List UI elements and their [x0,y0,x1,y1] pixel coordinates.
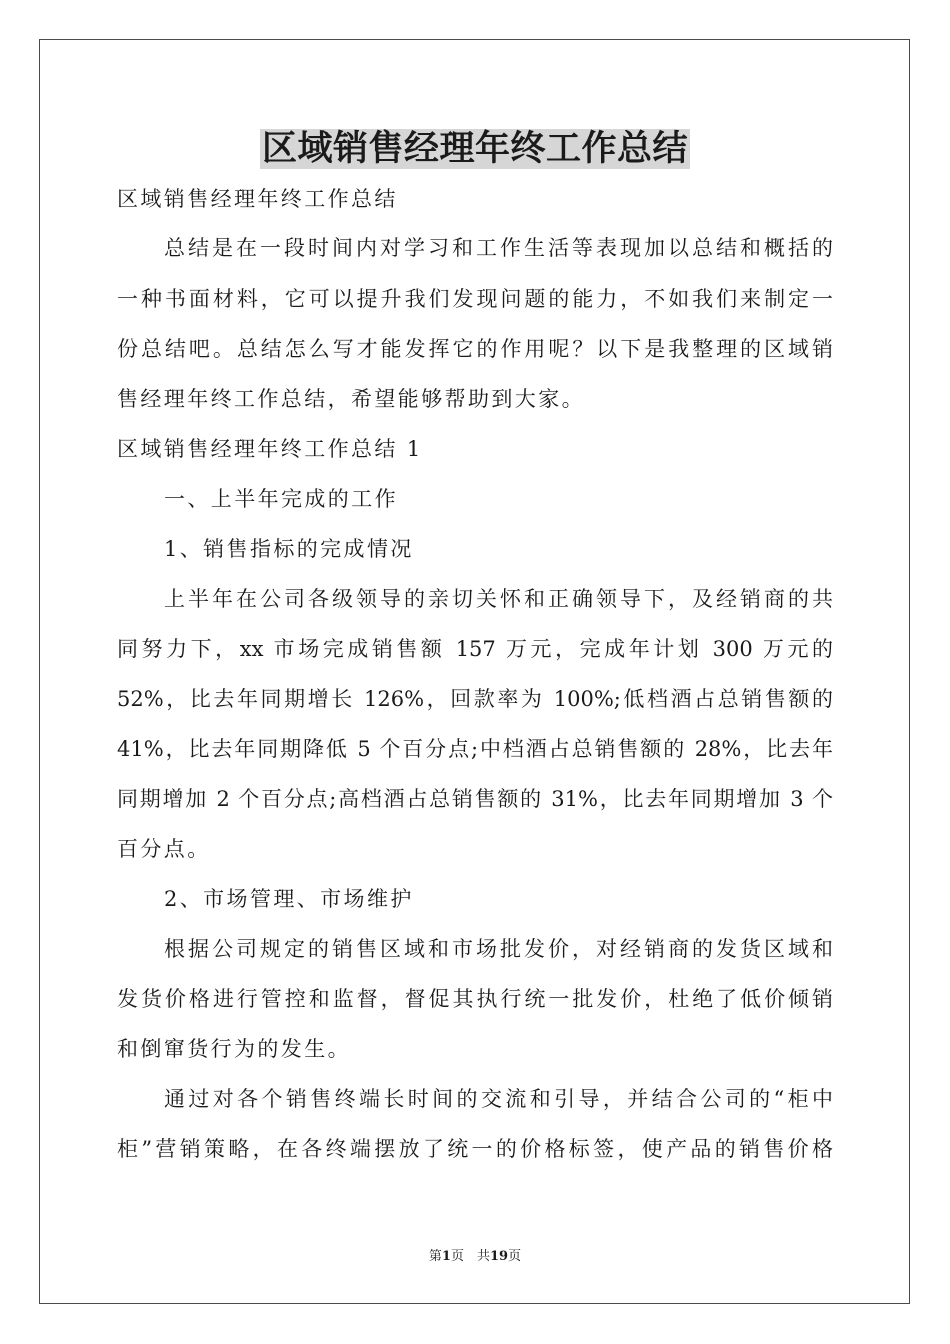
section-heading: 一、上半年完成的工作 [164,487,398,511]
paragraph-line: 百分点。 [117,837,211,861]
paragraph-line: 发货价格进行管控和监督，督促其执行统一批发价，杜绝了低价倾销 [117,987,833,1011]
footer-text: 第 [428,1249,442,1264]
paragraph-line: 同期增加 2 个百分点;高档酒占总销售额的 31%，比去年同期增加 3 个 [117,787,833,811]
paragraph-line: 上半年在公司各级领导的亲切关怀和正确领导下，及经销商的共 [164,587,833,611]
page-border [39,39,910,1304]
paragraph-line: 份总结吧。总结怎么写才能发挥它的作用呢？以下是我整理的区域销 [117,337,833,361]
document-title: 区域销售经理年终工作总结 [261,129,688,169]
paragraph-line: 通过对各个销售终端长时间的交流和引导，并结合公司的“柜中 [164,1087,833,1111]
subsection-heading: 1、销售指标的完成情况 [164,537,414,561]
section-heading: 区域销售经理年终工作总结 1 [117,437,423,461]
footer-text: 页 共 [450,1249,490,1264]
paragraph-line: 售经理年终工作总结，希望能够帮助到大家。 [117,387,585,411]
total-page-count: 19 [489,1249,509,1264]
subtitle-line: 区域销售经理年终工作总结 [117,187,398,211]
paragraph-line: 一种书面材料，它可以提升我们发现问题的能力，不如我们来制定一 [117,287,833,311]
paragraph-line: 同努力下，xx 市场完成销售额 157 万元，完成年计划 300 万元的 [117,637,833,661]
paragraph-line: 52%，比去年同期增长 126%，回款率为 100%;低档酒占总销售额的 [117,687,833,711]
subsection-heading: 2、市场管理、市场维护 [164,887,414,911]
paragraph-line: 和倒窜货行为的发生。 [117,1037,351,1061]
paragraph-line: 柜”营销策略，在各终端摆放了统一的价格标签，使产品的销售价格 [117,1137,833,1161]
paragraph-line: 根据公司规定的销售区域和市场批发价，对经销商的发货区域和 [164,937,833,961]
current-page-number: 1 [441,1249,451,1264]
page-footer [0,1248,950,1266]
paragraph-line: 41%，比去年同期降低 5 个百分点;中档酒占总销售额的 28%，比去年 [117,737,833,761]
paragraph-line: 总结是在一段时间内对学习和工作生活等表现加以总结和概括的 [164,236,833,260]
footer-text: 页 [508,1249,522,1264]
